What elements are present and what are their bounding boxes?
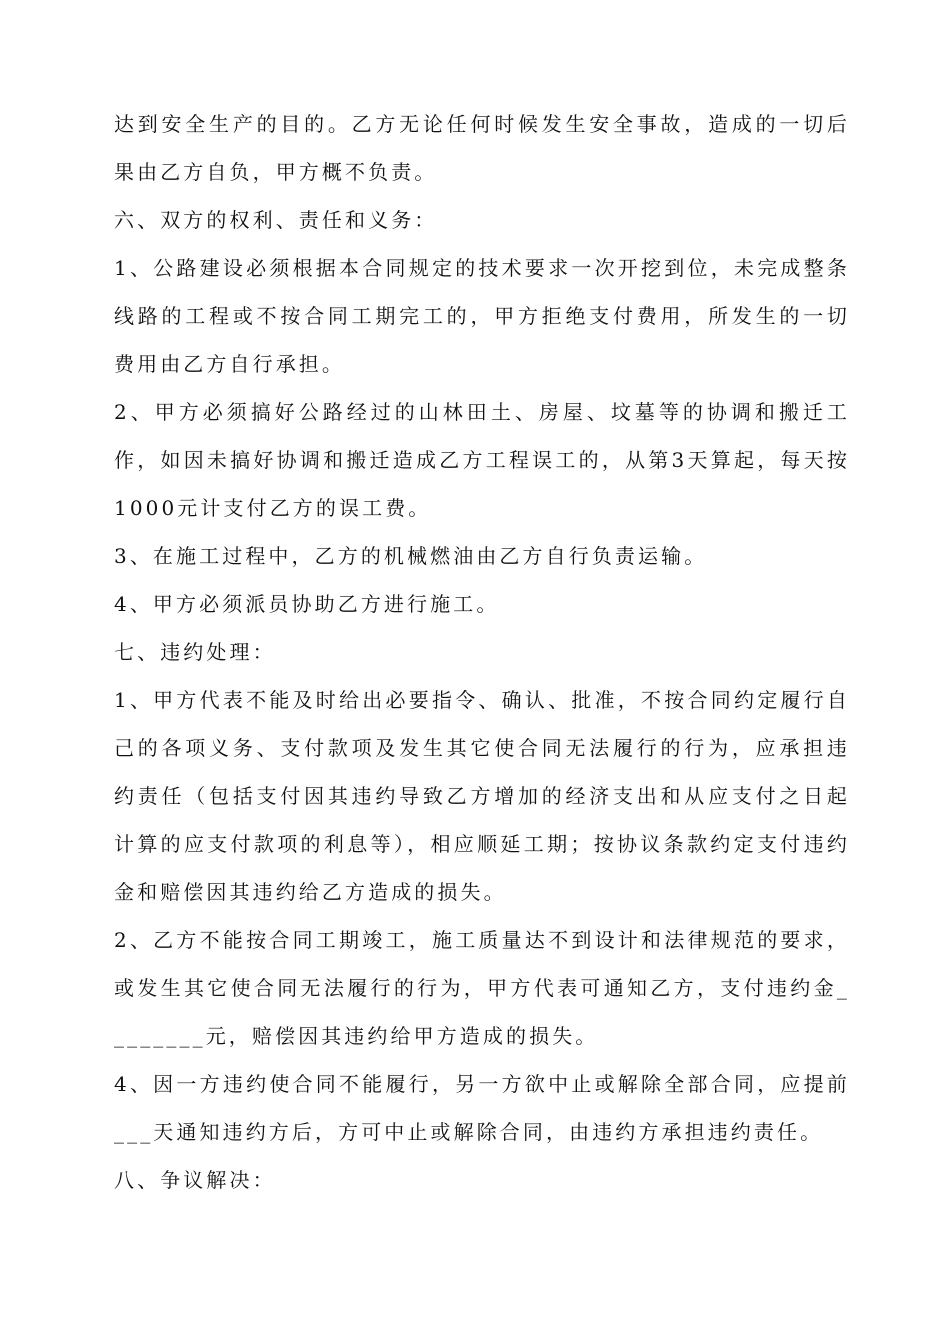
section-heading-rights-duties: 六、双方的权利、责任和义务： [114,208,438,232]
section-heading-breach: 七、违约处理： [114,640,276,664]
paragraph-safety-liability: 达到安全生产的目的。乙方无论任何时候发生安全事故，造成的一切后果由乙方自负，甲方概不负责。 [114,112,850,184]
clause-6-2: 2、甲方必须搞好公路经过的山林田土、房屋、坟墓等的协调和搬迁工作，如因未搞好协调和搬迁造成乙方工程误工的，从第3天算起，每天按1000元计支付乙方的误工费。 [114,400,850,520]
clause-6-3: 3、在施工过程中，乙方的机械燃油由乙方自行负责运输。 [114,544,708,568]
clause-6-4: 4、甲方必须派员协助乙方进行施工。 [114,592,500,616]
section-heading-dispute: 八、争议解决： [114,1168,276,1192]
clause-7-4: 4、因一方违约使合同不能履行，另一方欲中止或解除全部合同，应提前___天通知违约方后，方可中止或解除合同，由违约方承担违约责任。 [114,1072,850,1144]
document-body [114,100,850,1204]
clause-7-1: 1、甲方代表不能及时给出必要指令、确认、批准，不按合同约定履行自己的各项义务、支付款项及发生其它使合同无法履行的行为，应承担违约责任（包括支付因其违约导致乙方增加的经济支出和从应支付之日起计算的应支付款项的利息等），相应顺延工期；按协议条款约定支付违约金和赔偿因其违约给乙方造成的损失。 [114,688,850,904]
clause-6-1: 1、公路建设必须根据本合同规定的技术要求一次开挖到位，未完成整条线路的工程或不按合同工期完工的，甲方拒绝支付费用，所发生的一切费用由乙方自行承担。 [114,256,850,376]
clause-7-2: 2、乙方不能按合同工期竣工，施工质量达不到设计和法律规范的要求，或发生其它使合同无法履行的行为，甲方代表可通知乙方，支付违约金________元，赔偿因其违约给甲方造成的损失。 [114,928,850,1048]
